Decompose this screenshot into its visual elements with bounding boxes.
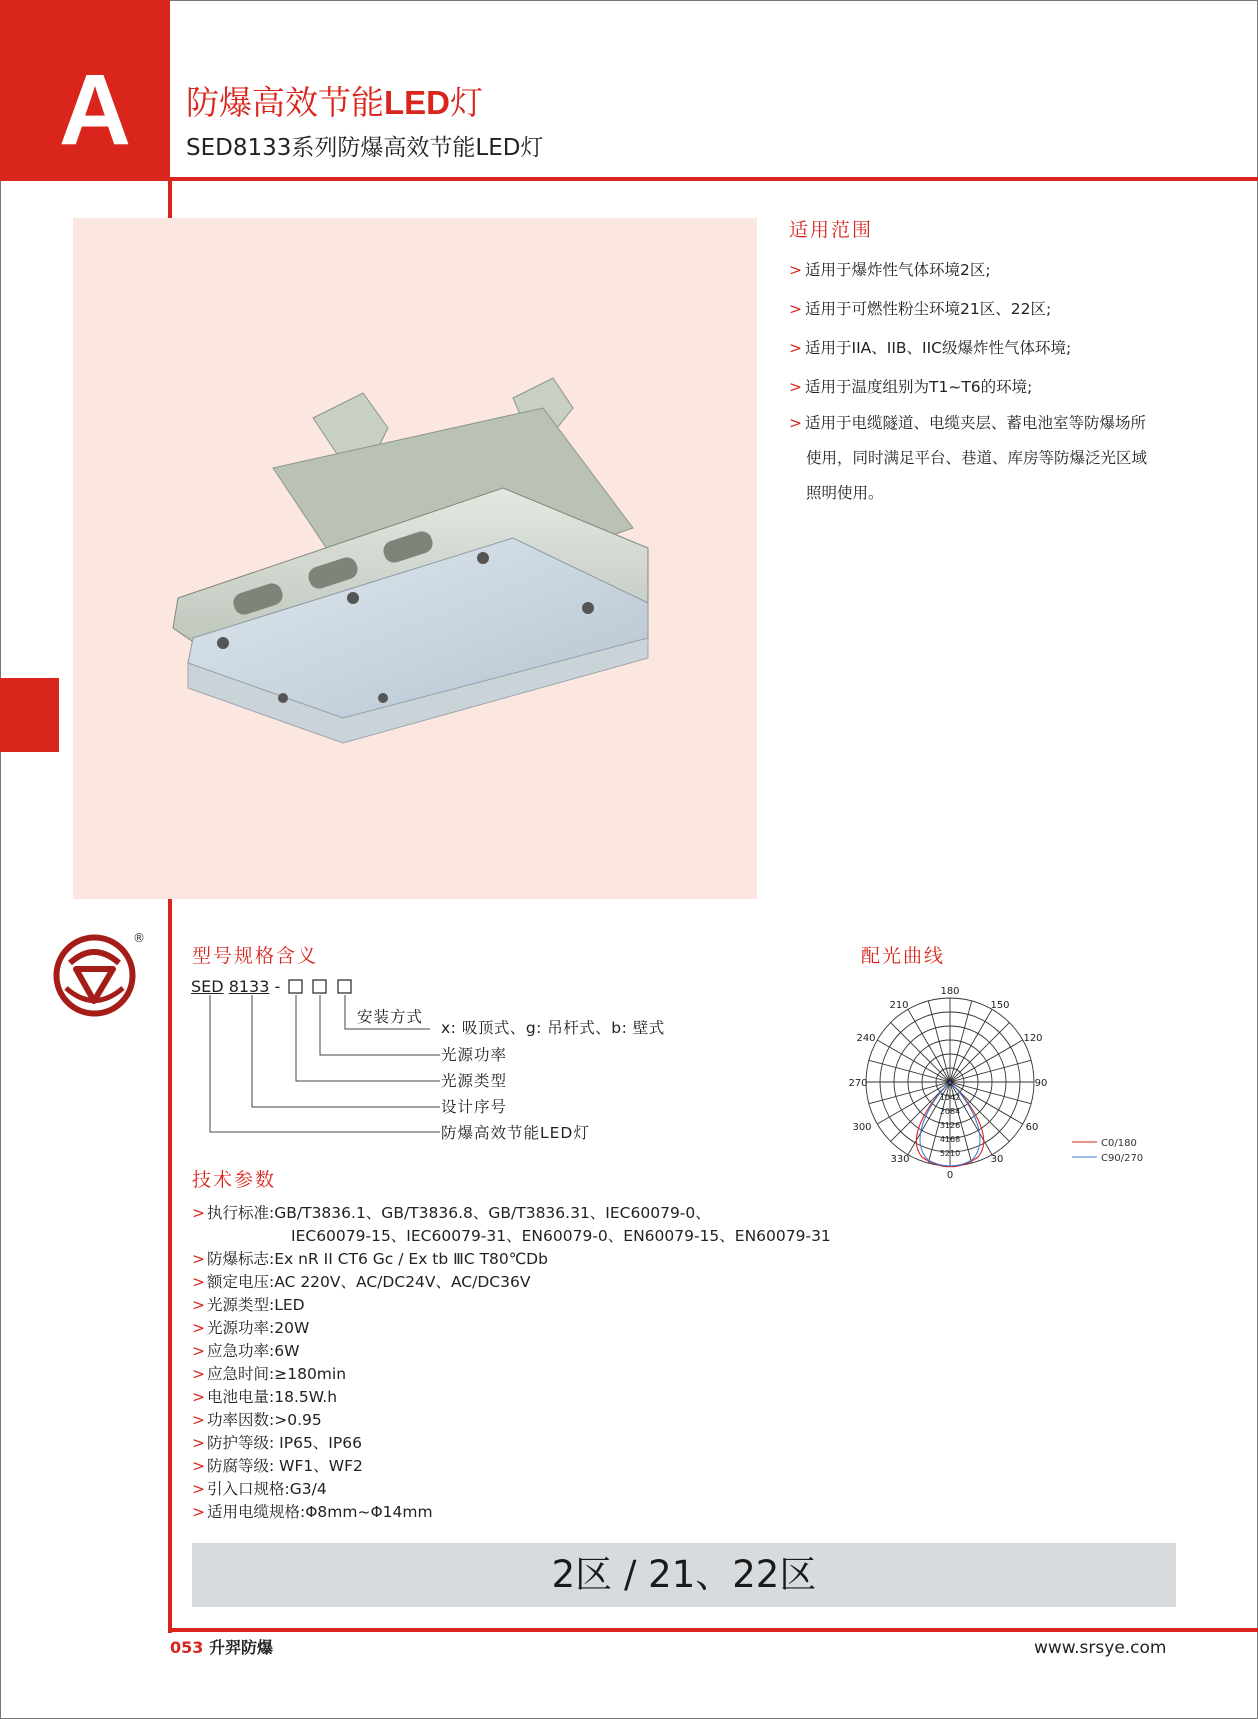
lamp-illustration: [73, 218, 757, 899]
product-photo: [73, 218, 757, 899]
tech-item: > 防爆标志:Ex nR II CT6 Gc / Ex tb ⅢC T80℃Db: [192, 1250, 548, 1268]
code-prefix: SED: [191, 977, 224, 996]
ring-label: 4168: [939, 1135, 961, 1144]
angle-label: 150: [990, 1000, 1010, 1011]
tech-item: > 应急功率:6W: [192, 1342, 300, 1360]
tech-item: > 应急时间:≥180min: [192, 1365, 347, 1383]
tech-item: > 适用电缆规格:Φ8mm~Φ14mm: [192, 1503, 433, 1521]
angle-label: 330: [890, 1154, 910, 1165]
legend-label: C90/270: [1101, 1153, 1144, 1164]
tech-item: > 防护等级: IP65、IP66: [192, 1434, 362, 1452]
footer-divider: [170, 1628, 1258, 1632]
scope-item: > 适用于温度组别为T1~T6的环境;: [789, 378, 1033, 396]
design-no-label: 设计序号: [441, 1098, 508, 1116]
tech-title: 技术参数: [192, 1169, 277, 1191]
angle-label: 120: [1023, 1033, 1043, 1044]
tech-item: > 光源类型:LED: [192, 1296, 305, 1314]
angle-label: 90: [1034, 1078, 1048, 1089]
brand-name: 升羿防爆: [208, 1638, 273, 1657]
zone-banner-text: 2区 / 21、22区: [551, 1553, 817, 1596]
center-label: 0: [947, 1079, 953, 1089]
polar-diagram: [840, 982, 1160, 1187]
footer-left: [170, 1637, 273, 1659]
page-title: [186, 82, 483, 124]
code-dash: -: [274, 977, 281, 996]
angle-label: 60: [1025, 1122, 1039, 1133]
tech-item: IEC60079-15、IEC60079-31、EN60079-0、EN60079-15、EN60079-31: [291, 1227, 831, 1245]
title-bold: LED: [384, 84, 450, 121]
ring-label: 1042: [939, 1093, 961, 1102]
legend-label: C0/180: [1101, 1138, 1137, 1149]
page-subtitle: SED8133系列防爆高效节能LED灯: [186, 135, 544, 161]
registered-mark: ®: [133, 931, 145, 945]
tech-item: > 引入口规格:G3/4: [192, 1480, 327, 1498]
website-link[interactable]: www.srsye.com: [1034, 1638, 1167, 1658]
tech-item: > 额定电压:AC 220V、AC/DC24V、AC/DC36V: [192, 1273, 531, 1291]
light-power-label: 光源功率: [441, 1046, 508, 1064]
ring-label: 5210: [939, 1149, 961, 1158]
section-letter: A: [58, 54, 132, 166]
tech-item: > 防腐等级: WF1、WF2: [192, 1457, 363, 1475]
ring-label: 2084: [939, 1107, 961, 1116]
angle-label: 30: [990, 1154, 1004, 1165]
logo-icon: [52, 933, 137, 1018]
angle-label: 300: [852, 1122, 872, 1133]
header-divider: [170, 177, 1258, 181]
angle-label: 270: [848, 1078, 868, 1089]
model-diagram-lines: [190, 975, 460, 1145]
ring-label: 3126: [939, 1121, 961, 1130]
page-number: 053: [170, 1638, 204, 1657]
tech-item: > 电池电量:18.5W.h: [192, 1388, 338, 1406]
scope-item: > 适用于IIA、IIB、IIC级爆炸性气体环境;: [789, 339, 1072, 357]
tech-item: > 光源功率:20W: [192, 1319, 310, 1337]
company-logo: [52, 933, 137, 1018]
title-prefix: 防爆高效节能: [186, 83, 384, 122]
scope-title: 适用范围: [789, 219, 874, 241]
scope-item-cont: 使用，同时满足平台、巷道、库房等防爆泛光区域: [806, 449, 1148, 467]
scope-item: > 适用于爆炸性气体环境2区;: [789, 261, 991, 279]
install-options: x: 吸顶式、g: 吊杆式、b: 壁式: [441, 1019, 665, 1037]
angle-label: 210: [889, 1000, 909, 1011]
scope-item-cont: 照明使用。: [806, 484, 884, 502]
code-number: 8133: [228, 977, 270, 996]
tech-item: > 执行标准:GB/T3836.1、GB/T3836.8、GB/T3836.31、IEC60079-0、: [192, 1204, 711, 1222]
side-tab: [0, 678, 59, 752]
title-suffix: 灯: [450, 83, 483, 122]
tech-item: > 功率因数:>0.95: [192, 1411, 322, 1429]
install-label: 安装方式: [357, 1008, 424, 1026]
scope-item: > 适用于可燃性粉尘环境21区、22区;: [789, 300, 1052, 318]
scope-item: > 适用于电缆隧道、电缆夹层、蓄电池室等防爆场所: [789, 414, 1147, 432]
tech-list: [192, 1202, 831, 1524]
photometric-title: 配光曲线: [861, 945, 946, 967]
model-title: 型号规格含义: [192, 945, 319, 967]
angle-label: 180: [940, 986, 960, 997]
angle-label: 240: [856, 1033, 876, 1044]
angle-label: 0: [946, 1170, 954, 1181]
light-type-label: 光源类型: [441, 1072, 508, 1090]
product-name-label: 防爆高效节能LED灯: [441, 1124, 590, 1142]
